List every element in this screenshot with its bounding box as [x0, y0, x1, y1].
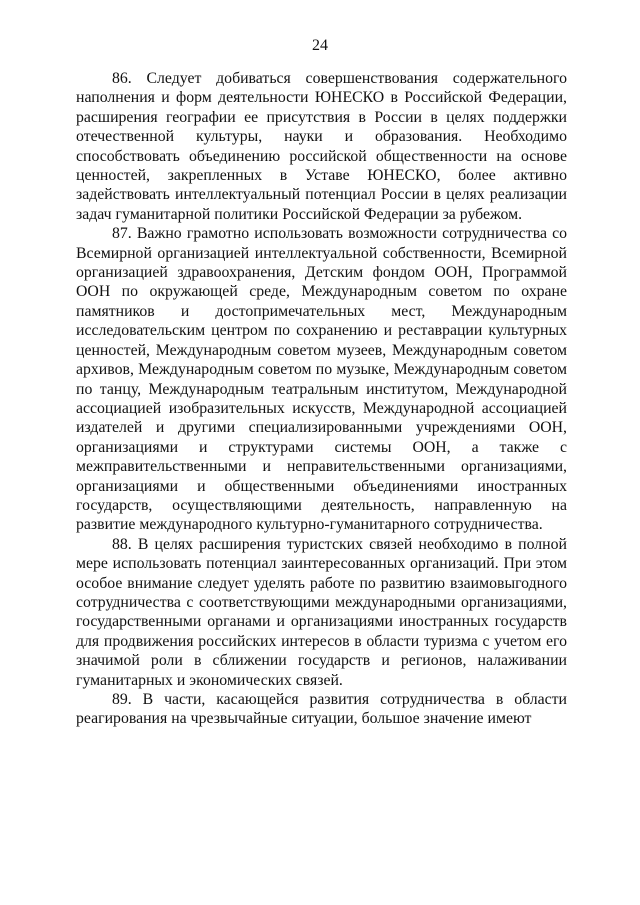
document-body [76, 69, 567, 729]
paragraph-88: 88. В целях расширения туристских связей необходимо в полной мере использовать потенциал заинтересованных организаций. При этом особое внимание следует уделять работе по развитию взаимовыгодного сотрудничества с соответствующими международными организациями, государственными органами и организациями иностранных государств для продвижения российских интересов в области туризма с учетом его значимой роли в сближении государств и регионов, налаживании гуманитарных и экономических связей. [76, 535, 567, 689]
paragraph-87: 87. Важно грамотно использовать возможности сотрудничества со Всемирной организацией интеллектуальной собственности, Всемирной организацией здравоохранения, Детским фондом ООН, Программой ООН по окружающей среде, Международным советом по охране памятников и достопримечательных мест, Международным исследовательским центром по сохранению и реставрации культурных ценностей, Международным советом музеев, Международным советом архивов, Международным советом по музыке, Международным советом по танцу, Международным театральным институтом, Международной ассоциацией изобразительных искусств, Международной ассоциацией издателей и другими специализированными учреждениями ООН, организациями и структурами системы ООН, а также с межправительственными и неправительственными организациями, организациями и общественными объединениями иностранных государств, осуществляющими деятельность, направленную на развитие международного культурно-гуманитарного сотрудничества. [76, 225, 567, 534]
paragraph-86: 86. Следует добиваться совершенствования содержательного наполнения и форм деятельности ЮНЕСКО в Российской Федерации, расширения географии ее присутствия в России в целях поддержки отечественной культуры, науки и образования. Необходимо способствовать объединению российской общественности на основе ценностей, закрепленных в Уставе ЮНЕСКО, более активно задействовать интеллектуальный потенциал России в целях реализации задач гуманитарной политики Российской Федерации за рубежом. [76, 70, 567, 223]
page-number: 24 [312, 37, 328, 54]
paragraph-89: 89. В части, касающейся развития сотрудничества в области реагирования на чрезвычайные ситуации, большое значение имеют [76, 691, 567, 728]
